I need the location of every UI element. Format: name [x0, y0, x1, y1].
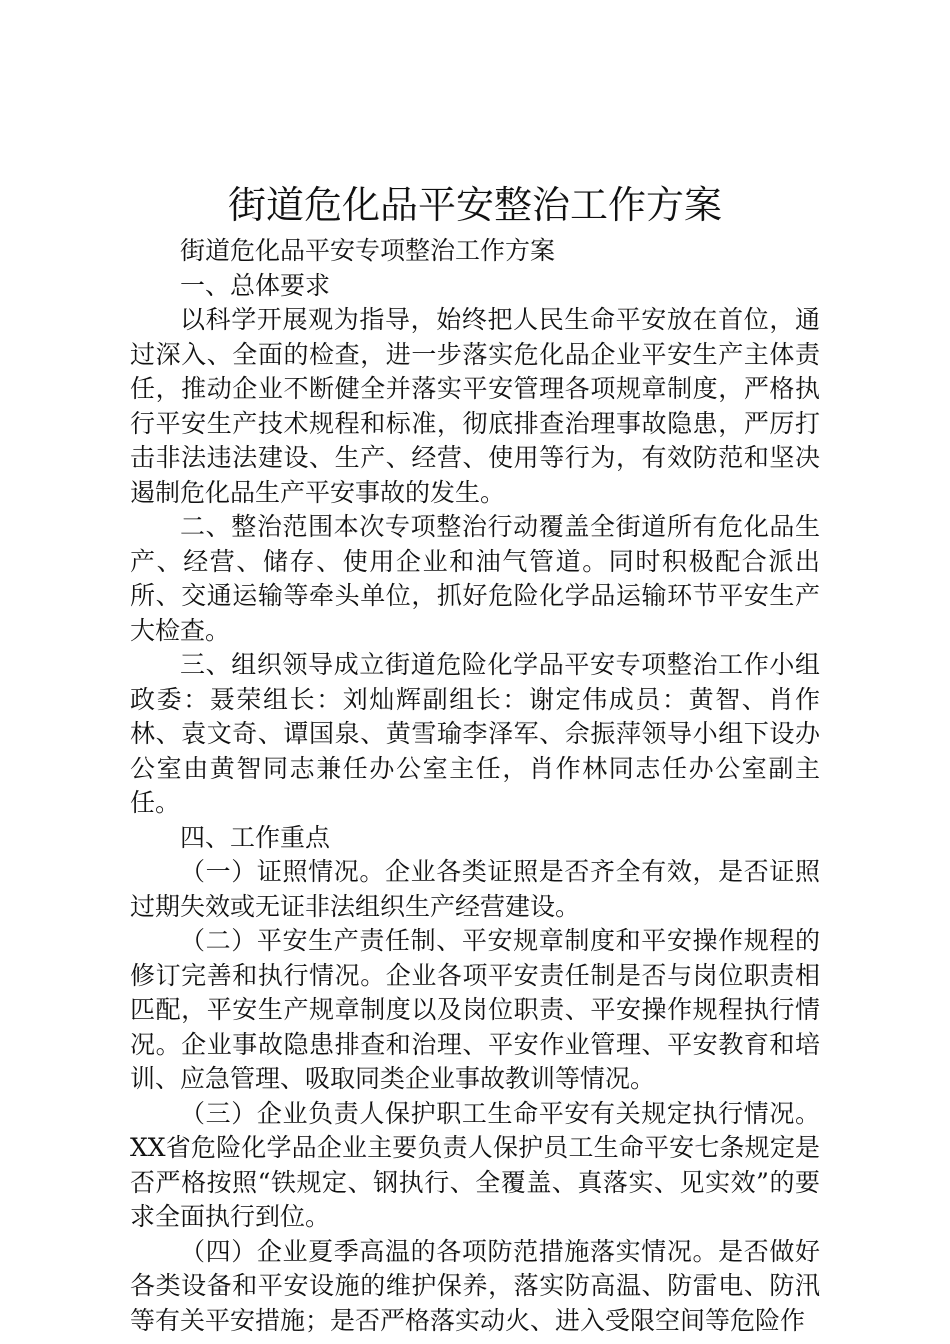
paragraph-scope: 二、整治范围本次专项整治行动覆盖全街道所有危化品生产、经营、储存、使用企业和油气管道。同时积极配合派出所、交通运输等牵头单位，抓好危险化学品运输环节平安生产大检查。 [130, 512, 820, 645]
paragraph-summer-measures: （四）企业夏季高温的各项防范措施落实情况。是否做好各类设备和平安设施的维护保养，落实防高温、防雷电、防汛等有关平安措施；是否严格落实动火、进入受限空间等危险作 [130, 1236, 820, 1335]
paragraph-leader-rules: （三）企业负责人保护职工生命平安有关规定执行情况。XX省危险化学品企业主要负责人保护员工生命平安七条规定是否严格按照“铁规定、钢执行、全覆盖、真落实、见实效”的要求全面执行到位。 [130, 1098, 820, 1231]
document-title: 街道危化品平安整治工作方案 [227, 183, 722, 227]
document-body [130, 234, 820, 1338]
paragraph-organization: 三、组织领导成立街道危险化学品平安专项整治工作小组政委：聂荣组长：刘灿辉副组长：谢定伟成员：黄智、肖作林、袁文奇、谭国泉、黄雪瑜李泽军、佘振萍领导小组下设办公室由黄智同志兼任办公室主任，肖作林同志任办公室副主任。 [130, 650, 820, 817]
subtitle-paragraph: 街道危化品平安专项整治工作方案 [180, 236, 556, 265]
section-heading-general-requirements: 一、总体要求 [180, 270, 331, 300]
paragraph-general-requirements: 以科学开展观为指导，始终把人民生命平安放在首位，通过深入、全面的检查，进一步落实危化品企业平安生产主体责任，推动企业不断健全并落实平安管理各项规章制度，严格执行平安生产技术规程和标准，彻底排查治理事故隐患，严厉打击非法违法建设、生产、经营、使用等行为，有效防范和坚决遏制危化品生产平安事故的发生。 [130, 305, 820, 507]
paragraph-responsibility-system: （二）平安生产责任制、平安规章制度和平安操作规程的修订完善和执行情况。企业各项平安责任制是否与岗位职责相匹配，平安生产规章制度以及岗位职责、平安操作规程执行情况。企业事故隐患排查和治理、平安作业管理、平安教育和培训、应急管理、吸取同类企业事故教训等情况。 [130, 926, 820, 1093]
paragraph-licenses: （一）证照情况。企业各类证照是否齐全有效，是否证照过期失效或无证非法组织生产经营建设。 [130, 857, 820, 921]
section-heading-work-focus: 四、工作重点 [180, 822, 331, 852]
